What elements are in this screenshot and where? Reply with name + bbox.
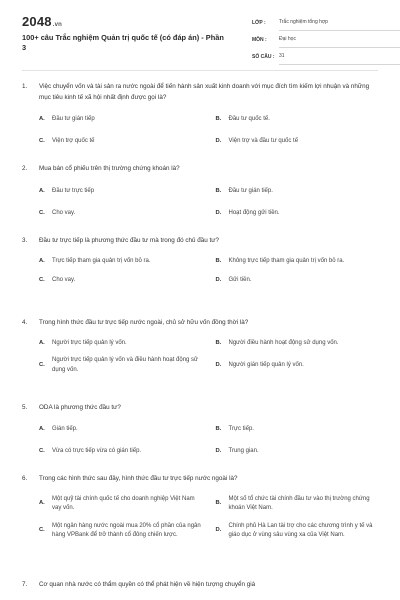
option-b[interactable]: B. Trực tiếp. xyxy=(215,425,254,432)
answer-options xyxy=(39,187,382,219)
option-c[interactable]: C. Cho vay. xyxy=(39,277,76,283)
option-a[interactable]: A. Đầu tư trực tiếp xyxy=(39,187,95,194)
question-number: 2. xyxy=(22,165,28,172)
option-b[interactable]: B. Không trực tiếp tham gia quản trị vốn bỏ ra. xyxy=(215,257,345,264)
option-a[interactable]: A. Trực tiếp tham gia quản trị vốn bỏ ra. xyxy=(39,257,151,264)
option-c[interactable]: C. Một ngân hàng nước ngoài mua 20% cổ phần của ngân hàng VPBank để trở thành cổ đông chiến lược. xyxy=(39,522,201,538)
option-d[interactable]: D. Trung gian. xyxy=(215,448,259,454)
meta-value: 31 xyxy=(279,48,400,65)
question-6 xyxy=(22,474,382,541)
meta-row-subject xyxy=(252,31,400,48)
option-c[interactable]: C. Vừa có trực tiếp vừa có gián tiếp. xyxy=(39,448,142,454)
option-b[interactable]: B. Đầu tư gián tiếp. xyxy=(215,187,273,194)
answer-options xyxy=(39,115,382,146)
question-5 xyxy=(22,403,382,457)
option-c[interactable]: C. Người trực tiếp quản lý vốn và điều hành hoạt động sử dụng vốn. xyxy=(39,357,199,373)
option-b[interactable]: B. Người điều hành hoạt động sử dụng vốn. xyxy=(215,339,339,346)
meta-value: Đại học xyxy=(279,31,400,48)
meta-value: Trắc nghiệm tổng hợp xyxy=(279,14,400,31)
question-text: Trong hình thức đầu tư trực tiếp nước ngoài, chủ sở hữu vốn đồng thời là? xyxy=(39,319,249,326)
question-text: Việc chuyển vốn và tài sản ra nước ngoài để tiến hành sản xuất kinh doanh với mục đích tìm kiếm lợi nhuận và những mục tiêu kinh tế xã hội nhất định được gọi là? xyxy=(39,83,370,101)
question-text: Trong các hình thức sau đây, hình thức đầu tư trực tiếp nước ngoài là? xyxy=(39,475,238,482)
answer-options xyxy=(39,425,382,457)
answer-options xyxy=(39,495,382,541)
meta-label: MÔN : xyxy=(252,36,267,43)
question-text: Cơ quan nhà nước có thẩm quyền có thể phát hiện về hiện tượng chuyển giá xyxy=(39,581,256,588)
meta-label: SỐ CÂU : xyxy=(252,53,275,60)
option-a[interactable]: A. Một quỹ tài chính quốc tế cho doanh nghiệp Việt Nam vay vốn. xyxy=(39,495,195,511)
document-header xyxy=(22,0,378,66)
option-b[interactable]: B. Một số tổ chức tài chính đầu tư vào thị trường chứng khoán Việt Nam. xyxy=(215,495,370,511)
option-d[interactable]: D. Gửi tiền. xyxy=(215,277,252,283)
header-divider xyxy=(22,70,378,71)
question-3 xyxy=(22,236,382,286)
answer-options xyxy=(39,339,382,376)
question-number: 6. xyxy=(22,475,28,482)
question-text: ODA là phương thức đầu tư? xyxy=(39,404,121,411)
option-d[interactable]: D. Người gián tiếp quản lý vốn. xyxy=(215,361,304,368)
question-text: Mua bán cổ phiếu trên thị trường chứng khoán là? xyxy=(39,165,180,172)
option-a[interactable]: A. Đầu tư gián tiếp xyxy=(39,116,95,122)
option-a[interactable]: A. Người trực tiếp quản lý vốn. xyxy=(39,339,127,346)
option-d[interactable]: D. Hoạt động gửi tiền. xyxy=(215,210,280,216)
document-meta xyxy=(252,14,400,65)
question-7 xyxy=(22,580,382,591)
meta-row-class xyxy=(252,14,400,31)
question-text: Đầu tư trực tiếp là phương thức đầu tư mà trong đó chủ đầu tư? xyxy=(39,237,219,244)
question-4 xyxy=(22,318,382,375)
site-logo[interactable]: 2048.vn xyxy=(22,14,63,29)
option-c[interactable]: C. Cho vay. xyxy=(39,210,76,216)
option-b[interactable]: B. Đầu tư quốc tế. xyxy=(215,116,270,122)
option-c[interactable]: C. Viện trợ quốc tế xyxy=(39,137,95,144)
option-d[interactable]: D. Viện trợ và đầu tư quốc tế xyxy=(215,137,299,144)
option-a[interactable]: A. Gián tiếp. xyxy=(39,425,78,432)
question-1 xyxy=(22,82,382,146)
option-d[interactable]: D. Chính phủ Hà Lan tài trợ cho các chương trình y tế và giáo dục ở vùng sâu vùng xa của Việt Nam. xyxy=(215,522,373,538)
question-number: 1. xyxy=(22,83,28,90)
question-number: 3. xyxy=(22,237,28,244)
document-title: 100+ câu Trắc nghiệm Quản trị quốc tế (có đáp án) - Phần 3 xyxy=(22,33,224,52)
question-number: 4. xyxy=(22,319,28,326)
question-number: 7. xyxy=(22,581,28,588)
question-number: 5. xyxy=(22,404,28,411)
answer-options xyxy=(39,257,382,286)
meta-label: LỚP : xyxy=(252,19,266,26)
question-2 xyxy=(22,164,382,219)
meta-row-count xyxy=(252,48,400,65)
